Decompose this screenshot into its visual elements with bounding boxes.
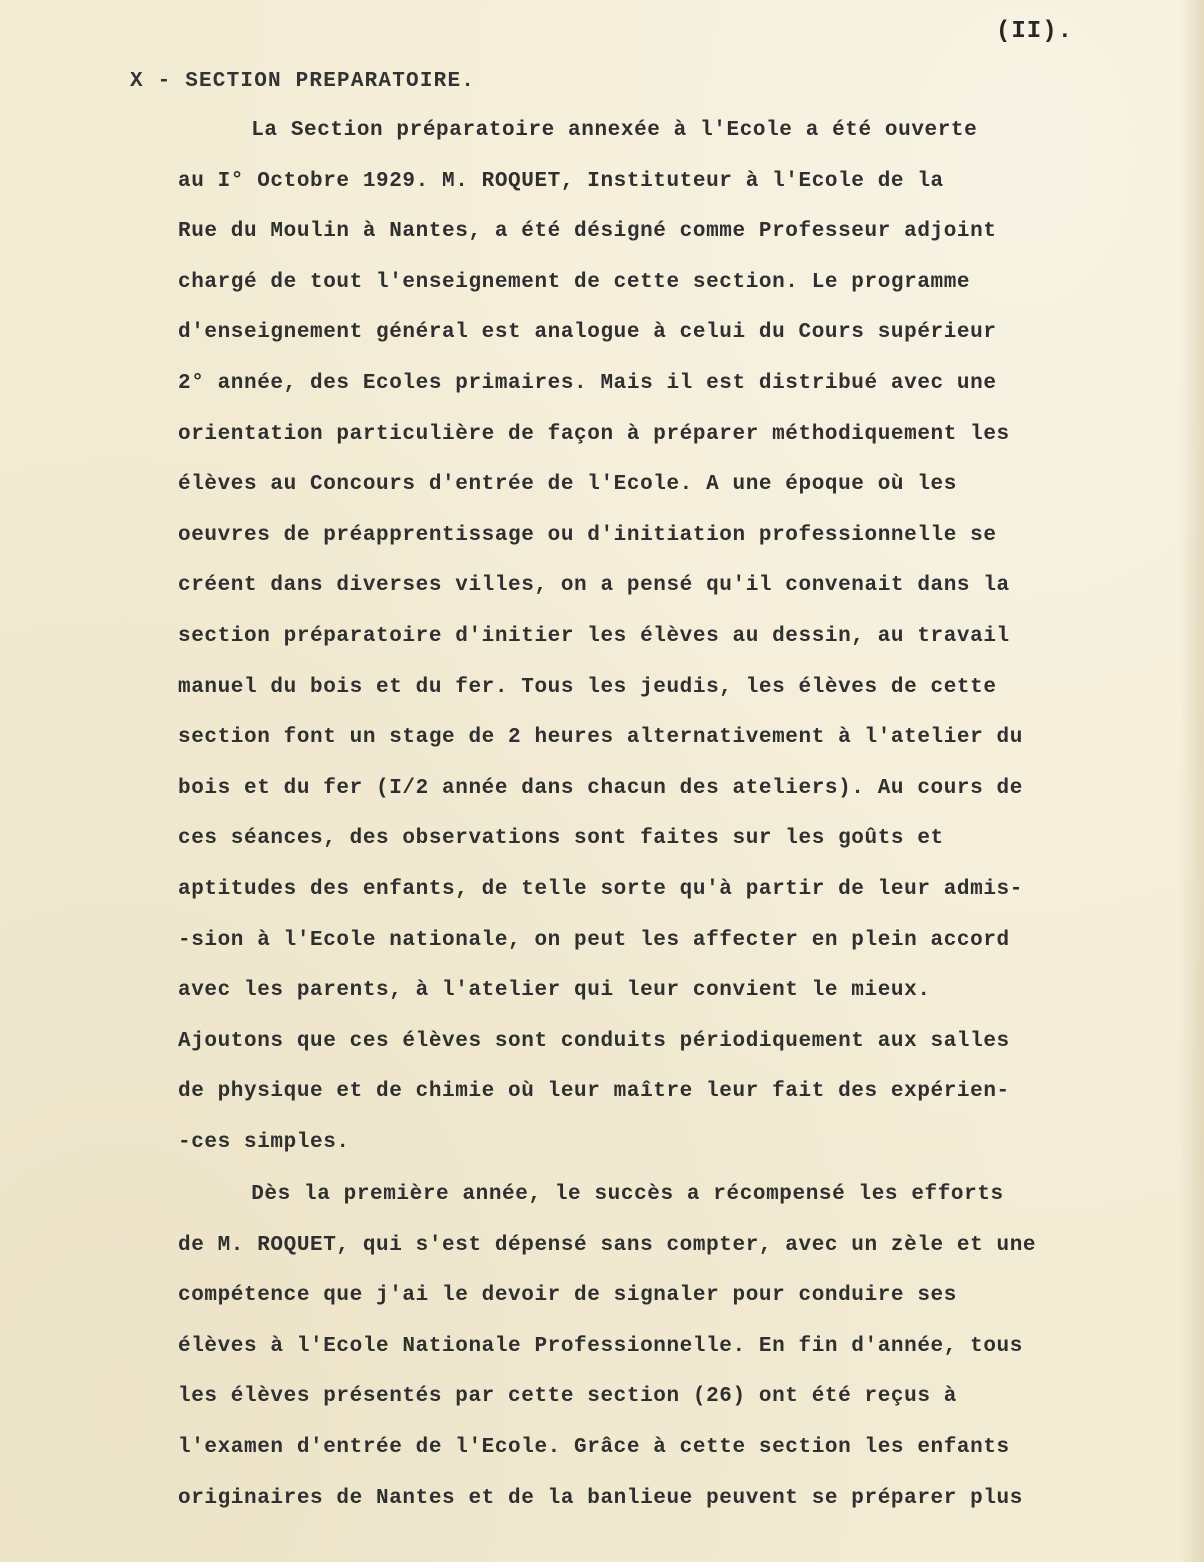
text-line: créent dans diverses villes, on a pensé qu'il convenait dans la: [178, 574, 1010, 598]
text-line: Ajoutons que ces élèves sont conduits périodiquement aux salles: [178, 1029, 1010, 1053]
text-line: bois et du fer (I/2 année dans chacun des ateliers). Au cours de: [178, 776, 1023, 800]
text-line: d'enseignement général est analogue à celui du Cours supérieur: [178, 321, 997, 345]
text-line: La Section préparatoire annexée à l'Ecole a été ouverte: [172, 119, 978, 142]
text-line: avec les parents, à l'atelier qui leur convient le mieux.: [178, 979, 931, 1003]
section-title: X - SECTION PREPARATOIRE.: [130, 70, 476, 93]
text-line: Rue du Moulin à Nantes, a été désigné comme Professeur adjoint: [178, 220, 997, 244]
text-line: aptitudes des enfants, de telle sorte qu'à partir de leur admis-: [178, 878, 1023, 901]
page-number: (II).: [996, 18, 1074, 45]
paper-edge-shadow: [1180, 0, 1204, 1562]
text-line: au I° Octobre 1929. M. ROQUET, Instituteur à l'Ecole de la: [178, 169, 944, 193]
text-line: l'examen d'entrée de l'Ecole. Grâce à cette section les enfants: [178, 1436, 1010, 1459]
text-line: chargé de tout l'enseignement de cette section. Le programme: [178, 270, 971, 294]
text-line: 2° année, des Ecoles primaires. Mais il est distribué avec une: [178, 372, 997, 395]
text-line: section font un stage de 2 heures alternativement à l'atelier du: [178, 726, 1023, 750]
text-line: de physique et de chimie où leur maître leur fait des expérien-: [178, 1080, 1010, 1104]
text-line: -sion à l'Ecole nationale, on peut les affecter en plein accord: [178, 928, 1010, 952]
text-line: -ces simples.: [178, 1131, 350, 1154]
text-line: Dès la première année, le succès a récompensé les efforts: [172, 1183, 1004, 1206]
text-line: originaires de Nantes et de la banlieue peuvent se préparer plus: [178, 1486, 1023, 1510]
text-line: manuel du bois et du fer. Tous les jeudis, les élèves de cette: [178, 675, 997, 699]
text-line: élèves au Concours d'entrée de l'Ecole. A une époque où les: [178, 473, 957, 497]
text-line: les élèves présentés par cette section (26) ont été reçus à: [178, 1385, 957, 1409]
text-line: élèves à l'Ecole Nationale Professionnelle. En fin d'année, tous: [178, 1334, 1023, 1358]
text-line: compétence que j'ai le devoir de signaler pour conduire ses: [178, 1284, 957, 1308]
text-line: oeuvres de préapprentissage ou d'initiation professionnelle se: [178, 523, 997, 547]
text-line: orientation particulière de façon à préparer méthodiquement les: [178, 422, 1010, 446]
text-line: section préparatoire d'initier les élèves au dessin, au travail: [178, 625, 1010, 648]
text-line: ces séances, des observations sont faites sur les goûts et: [178, 827, 944, 851]
text-line: de M. ROQUET, qui s'est dépensé sans compter, avec un zèle et une: [178, 1233, 1037, 1257]
